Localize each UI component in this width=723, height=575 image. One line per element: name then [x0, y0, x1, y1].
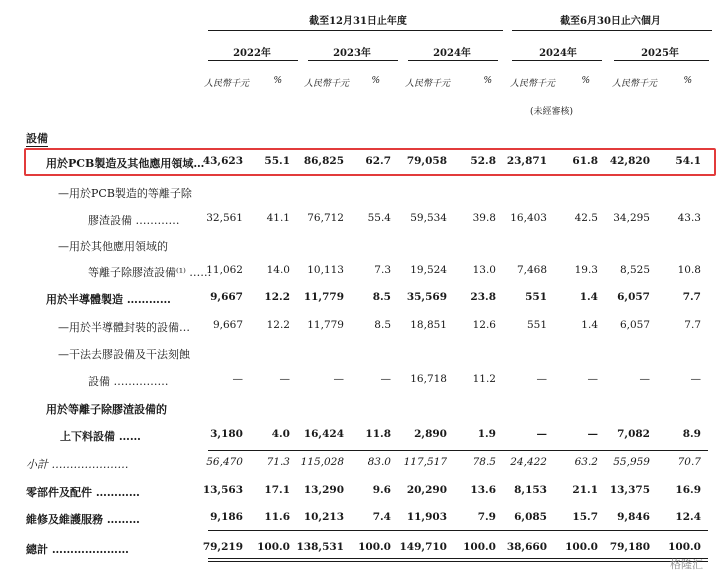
- cell-r8-c4: 16,718: [410, 373, 447, 385]
- cell-r14-c6: 38,660: [506, 541, 547, 553]
- cell-r4-c9: 10.8: [677, 264, 701, 276]
- cell-r13-c9: 12.4: [675, 511, 701, 523]
- cell-r13-c8: 9,846: [617, 511, 650, 523]
- cell-r10-c3: 11.8: [365, 428, 391, 440]
- cell-r5-c5: 23.8: [470, 291, 496, 303]
- cell-r2-c0: 32,561: [206, 212, 243, 224]
- row-label-pcb-sub1b: 膠渣設備 …………: [88, 214, 180, 227]
- cell-r2-c6: 16,403: [510, 212, 547, 224]
- cell-r8-c7: —: [587, 373, 598, 385]
- cell-r12-c2: 13,290: [303, 484, 344, 496]
- row-label-pcb-sub1a: —用於PCB製造的等離子除: [58, 187, 192, 200]
- rule-total-2: [208, 561, 708, 562]
- cell-r6-c0: 9,667: [212, 319, 243, 331]
- pct-2024: %: [483, 76, 492, 86]
- cell-r0-c9: 54.1: [675, 155, 701, 167]
- section-title: 設備: [26, 132, 48, 145]
- cell-r6-c9: 7.7: [684, 319, 701, 331]
- cell-r6-c5: 12.6: [472, 319, 496, 331]
- cell-r5-c9: 7.7: [682, 291, 701, 303]
- cell-r10-c5: 1.9: [477, 428, 496, 440]
- cell-r2-c9: 43.3: [677, 212, 701, 224]
- unit-2025-h1: 人民幣千元: [612, 79, 658, 89]
- cell-r4-c5: 13.0: [472, 264, 496, 276]
- cell-r6-c2: 11,779: [307, 319, 344, 331]
- row-label-parts: 零部件及配件 …………: [26, 486, 140, 499]
- pct-2025-h1: %: [683, 76, 692, 86]
- cell-r11-c9: 70.7: [677, 456, 701, 468]
- year-2022: 2022年: [233, 48, 271, 59]
- header-group-annual: 截至12月31日止年度: [309, 16, 407, 27]
- watermark-text: 格隆汇: [670, 558, 703, 571]
- cell-r8-c9: —: [690, 373, 701, 385]
- cell-r2-c2: 76,712: [307, 212, 344, 224]
- cell-r10-c0: 3,180: [210, 428, 243, 440]
- pct-2024-h1: %: [581, 76, 590, 86]
- cell-r13-c4: 11,903: [406, 511, 447, 523]
- cell-r5-c0: 9,667: [210, 291, 243, 303]
- cell-r4-c7: 19.3: [574, 264, 598, 276]
- cell-r12-c0: 13,563: [202, 484, 243, 496]
- row-label-service: 維修及維護服務 ………: [26, 513, 140, 526]
- cell-r0-c0: 43,623: [202, 155, 243, 167]
- cell-r8-c3: —: [380, 373, 391, 385]
- cell-r4-c3: 7.3: [374, 264, 391, 276]
- cell-r6-c8: 6,057: [619, 319, 650, 331]
- cell-r0-c2: 86,825: [303, 155, 344, 167]
- cell-r14-c9: 100.0: [668, 541, 701, 553]
- row-label-pcb-sub2a: —用於其他應用領域的: [58, 240, 168, 253]
- cell-r12-c5: 13.6: [470, 484, 496, 496]
- cell-r0-c1: 55.1: [264, 155, 290, 167]
- cell-r4-c0: 11,062: [206, 264, 243, 276]
- cell-r6-c3: 8.5: [374, 319, 391, 331]
- cell-r11-c0: 56,470: [206, 456, 243, 468]
- rule-y1: [208, 60, 298, 61]
- pct-2023: %: [371, 76, 380, 86]
- cell-r2-c4: 59,534: [410, 212, 447, 224]
- cell-r14-c3: 100.0: [358, 541, 391, 553]
- year-2024-h1: 2024年: [539, 48, 577, 59]
- cell-r5-c2: 11,779: [303, 291, 344, 303]
- row-label-pcb-sub2b: 等離子除膠渣設備⁽¹⁾ ……: [88, 266, 212, 279]
- cell-r2-c1: 41.1: [266, 212, 290, 224]
- cell-r6-c7: 1.4: [581, 319, 598, 331]
- unit-2024-h1: 人民幣千元: [510, 79, 556, 89]
- cell-r5-c1: 12.2: [264, 291, 290, 303]
- cell-r10-c7: —: [587, 428, 598, 440]
- unit-2022: 人民幣千元: [204, 79, 250, 89]
- cell-r13-c5: 7.9: [477, 511, 496, 523]
- cell-r11-c4: 117,517: [403, 456, 447, 468]
- pct-2022: %: [273, 76, 282, 86]
- cell-r4-c6: 7,468: [516, 264, 547, 276]
- header-group-halfyear: 截至6月30日止六個月: [560, 16, 661, 27]
- cell-r13-c6: 6,085: [514, 511, 547, 523]
- cell-r0-c7: 61.8: [572, 155, 598, 167]
- cell-r5-c4: 35,569: [406, 291, 447, 303]
- cell-r13-c2: 10,213: [303, 511, 344, 523]
- cell-r14-c8: 79,180: [609, 541, 650, 553]
- cell-r5-c7: 1.4: [579, 291, 598, 303]
- cell-r8-c1: —: [279, 373, 290, 385]
- cell-r2-c8: 34,295: [613, 212, 650, 224]
- cell-r2-c5: 39.8: [472, 212, 496, 224]
- unit-2023: 人民幣千元: [304, 79, 350, 89]
- cell-r2-c3: 55.4: [367, 212, 391, 224]
- cell-r12-c4: 20,290: [406, 484, 447, 496]
- cell-r0-c3: 62.7: [365, 155, 391, 167]
- cell-r4-c8: 8,525: [619, 264, 650, 276]
- cell-r5-c3: 8.5: [372, 291, 391, 303]
- cell-r0-c6: 23,871: [506, 155, 547, 167]
- cell-r8-c5: 11.2: [472, 373, 496, 385]
- row-label-loader-a: 用於等離子除膠渣設備的: [46, 403, 167, 416]
- rule-y5: [614, 60, 709, 61]
- cell-r13-c0: 9,186: [210, 511, 243, 523]
- row-label-loader-b: 上下料設備 ……: [60, 430, 141, 443]
- cell-r12-c3: 9.6: [372, 484, 391, 496]
- cell-r14-c2: 138,531: [296, 541, 344, 553]
- cell-r4-c2: 10,113: [307, 264, 344, 276]
- year-2025-h1: 2025年: [641, 48, 679, 59]
- cell-r11-c3: 83.0: [367, 456, 391, 468]
- row-label-semi-sub1: —用於半導體封裝的設備…: [58, 321, 190, 334]
- cell-r0-c4: 79,058: [406, 155, 447, 167]
- year-2023: 2023年: [333, 48, 371, 59]
- rule-y3: [408, 60, 498, 61]
- cell-r14-c0: 79,219: [202, 541, 243, 553]
- row-label-total: 總計 …………………: [26, 543, 129, 556]
- cell-r0-c8: 42,820: [609, 155, 650, 167]
- rule-subtotal-top: [208, 450, 708, 451]
- row-label-semi: 用於半導體製造 …………: [46, 293, 171, 306]
- cell-r12-c7: 21.1: [572, 484, 598, 496]
- cell-r11-c6: 24,422: [510, 456, 547, 468]
- cell-r11-c7: 63.2: [574, 456, 598, 468]
- unit-2024: 人民幣千元: [405, 79, 451, 89]
- cell-r11-c8: 55,959: [613, 456, 650, 468]
- row-label-semi-sub2b: 設備 ……………: [88, 375, 169, 388]
- cell-r2-c7: 42.5: [574, 212, 598, 224]
- cell-r12-c1: 17.1: [264, 484, 290, 496]
- cell-r8-c6: —: [536, 373, 547, 385]
- cell-r10-c6: —: [536, 428, 547, 440]
- cell-r13-c1: 11.6: [264, 511, 290, 523]
- cell-r10-c9: 8.9: [682, 428, 701, 440]
- cell-r14-c1: 100.0: [257, 541, 290, 553]
- cell-r0-c5: 52.8: [470, 155, 496, 167]
- cell-r13-c7: 15.7: [572, 511, 598, 523]
- cell-r4-c4: 19,524: [410, 264, 447, 276]
- cell-r6-c6: 551: [526, 319, 547, 331]
- cell-r5-c8: 6,057: [617, 291, 650, 303]
- cell-r12-c9: 16.9: [675, 484, 701, 496]
- cell-r14-c7: 100.0: [565, 541, 598, 553]
- cell-r12-c6: 8,153: [514, 484, 547, 496]
- cell-r13-c3: 7.4: [372, 511, 391, 523]
- cell-r10-c8: 7,082: [617, 428, 650, 440]
- cell-r4-c1: 14.0: [266, 264, 290, 276]
- cell-r11-c1: 71.3: [266, 456, 290, 468]
- rule-y2: [308, 60, 398, 61]
- cell-r12-c8: 13,375: [609, 484, 650, 496]
- cell-r8-c0: —: [232, 373, 243, 385]
- rule-service-bottom: [208, 530, 708, 531]
- cell-r14-c4: 149,710: [399, 541, 447, 553]
- rule-total-1: [208, 558, 708, 559]
- cell-r11-c2: 115,028: [300, 456, 344, 468]
- rule-y4: [512, 60, 602, 61]
- rule-halfyear: [512, 30, 712, 31]
- cell-r5-c6: 551: [525, 291, 547, 303]
- cell-r6-c4: 18,851: [410, 319, 447, 331]
- row-label-semi-sub2a: —干法去膠設備及干法刻蝕: [58, 348, 190, 361]
- cell-r10-c4: 2,890: [414, 428, 447, 440]
- rule-annual: [208, 30, 503, 31]
- year-2024: 2024年: [433, 48, 471, 59]
- cell-r10-c1: 4.0: [271, 428, 290, 440]
- row-label-subtotal: 小計 …………………: [26, 458, 129, 471]
- cell-r11-c5: 78.5: [472, 456, 496, 468]
- cell-r8-c8: —: [639, 373, 650, 385]
- cell-r6-c1: 12.2: [266, 319, 290, 331]
- cell-r10-c2: 16,424: [303, 428, 344, 440]
- unaudited-note: (未經審核): [530, 107, 574, 117]
- cell-r8-c2: —: [333, 373, 344, 385]
- row-label-pcb: 用於PCB製造及其他應用領域…: [46, 157, 205, 170]
- cell-r14-c5: 100.0: [463, 541, 496, 553]
